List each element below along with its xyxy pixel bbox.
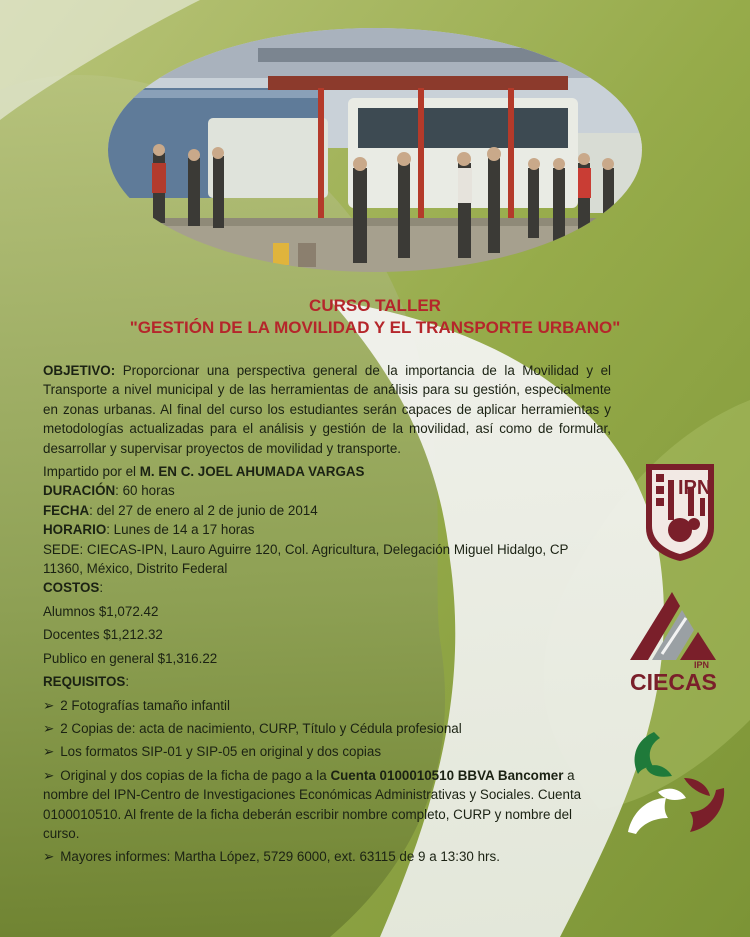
payment-account: Cuenta 0100010510 BBVA Bancomer [330,767,564,783]
course-type-title: CURSO TALLER [309,296,441,315]
ciecas-logo-name: CIECAS [630,669,717,694]
schedule-value: : Lunes de 14 a 17 horas [106,522,255,538]
date-value: : del 27 de enero al 2 de junio de 2014 [89,502,318,518]
objective-paragraph [43,361,611,458]
cost-item-teachers: Docentes $1,212.32 [43,627,163,643]
instructor-name: M. EN C. JOEL AHUMADA VARGAS [139,464,365,480]
costs-heading [43,578,611,597]
schedule-label: HORARIO [43,522,107,538]
course-name-title: "GESTIÓN DE LA MOVILIDAD Y EL TRANSPORTE URBANO" [129,318,621,337]
requirements-suffix: : [125,674,130,690]
payment-prefix: Original y dos copias de la ficha de pago a la [60,767,331,783]
objective-label: OBJETIVO: [43,363,116,378]
bus-stop-photo [108,28,642,272]
requirements-label: REQUISITOS [43,674,126,690]
requirement-item: ➢ 2 Copias de: acta de nacimiento, CURP, Título y Cédula profesional [43,719,611,738]
duration-line [43,481,611,500]
duration-value: : 60 horas [115,483,175,499]
schedule-line [43,520,611,539]
instructor-prefix: Impartido por el [43,464,137,480]
objective-text: Proporcionar una perspectiva general de la importancia de la Movilidad y el Transporte a nivel municipal y de las herramientas de análisis para su gestión, especialmente en zonas urbanas. Al final del curso los estudiantes serán capaces de aplicar herramientas y metodologías actualizadas para el análisis y gestión de la movilidad, así como de formular, desarrollar y supervisar proyectos de movilidad y transporte. [43,363,611,456]
costs-suffix: : [99,580,104,596]
instructor-line [43,462,611,481]
contact-line: ➢ Mayores informes: Martha López, 5729 6000, ext. 63115 de 9 a 13:30 hrs. [43,847,611,866]
cost-item-students: Alumnos $1,072.42 [43,603,159,619]
ipn-logo-text: IPN [678,477,712,499]
requirement-item-payment [43,766,611,844]
ciecas-logo [628,588,718,694]
course-details [43,361,611,867]
date-label: FECHA [43,502,90,518]
bus-stop-illustration [108,28,642,272]
costs-label: COSTOS [43,580,100,596]
hands-emblem-logo [624,728,728,838]
duration-label: DURACIÓN [43,483,116,499]
payment-rest: a nombre del IPN-Centro de Investigaciones Económicas Administrativas y Sociales. Cuenta 0100010510. Al frente de la ficha deberán escribir nombre completo, CURP y nombre del curso. [43,767,582,841]
cost-item-public: Publico en general $1,316.22 [43,650,218,666]
date-line [43,501,611,520]
ipn-logo [642,458,718,562]
requirement-item: ➢ Los formatos SIP-01 y SIP-05 en original y dos copias [43,742,611,761]
requirement-item: ➢ 2 Fotografías tamaño infantil [43,696,611,715]
venue-line: SEDE: CIECAS-IPN, Lauro Aguirre 120, Col. Agricultura, Delegación Miguel Hidalgo, CP 11360, México, Distrito Federal [43,541,569,577]
ciecas-logo-ipn: IPN [694,660,710,670]
requirements-heading [43,672,611,691]
